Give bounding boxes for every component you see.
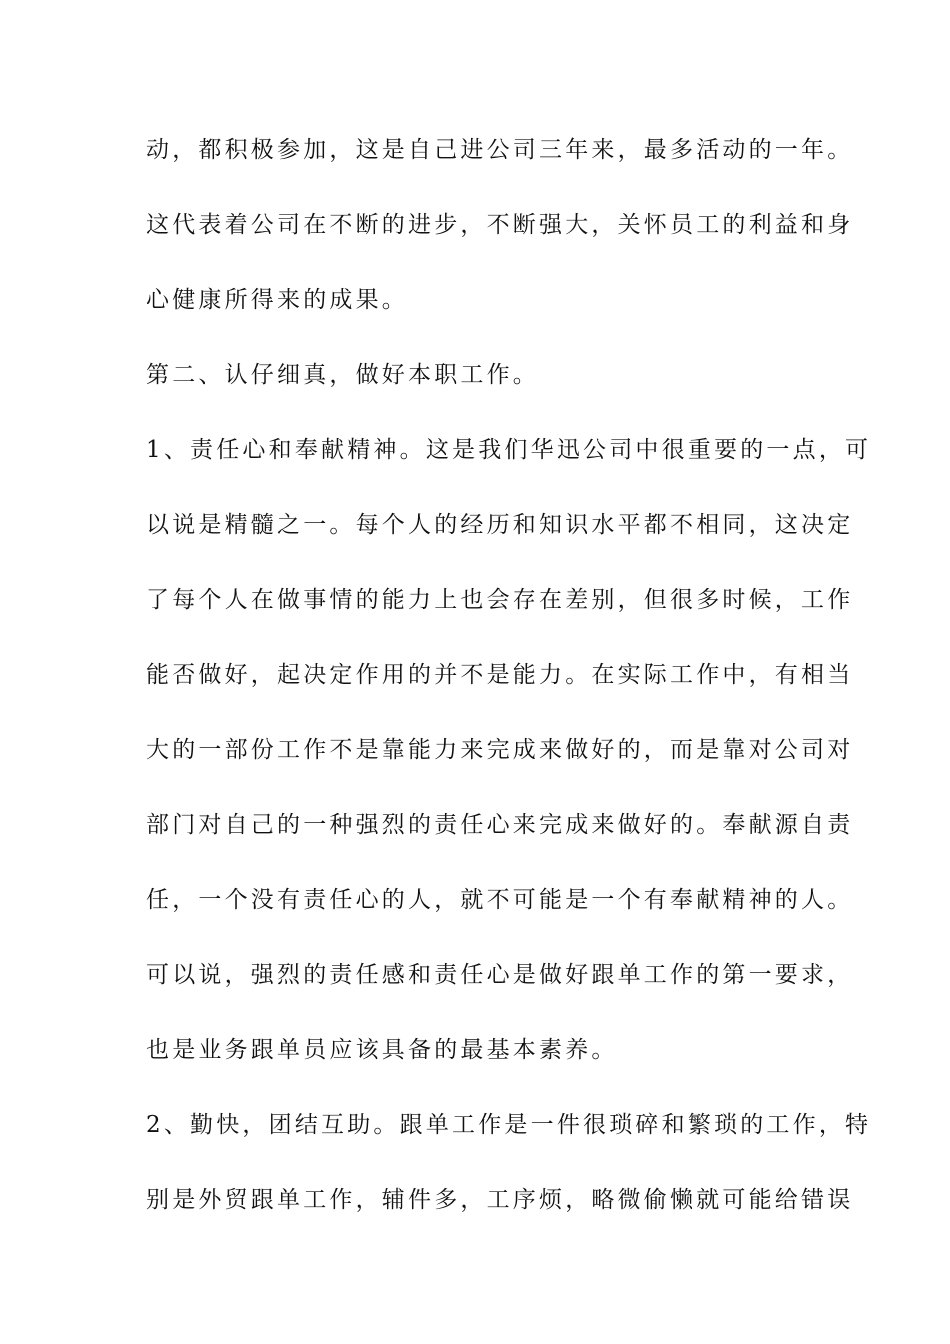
text-line: 动，都积极参加，这是自己进公司三年来，最多活动的一年。 (146, 137, 854, 163)
text-line: 也是业务跟单员应该具备的最基本素养。 (146, 1037, 618, 1063)
text-line: 部门对自己的一种强烈的责任心来完成来做好的。奉献源自责 (146, 812, 854, 838)
text-line: 可以说，强烈的责任感和责任心是做好跟单工作的第一要求， (146, 962, 854, 988)
text-line: 能否做好，起决定作用的并不是能力。在实际工作中，有相当 (146, 662, 854, 688)
text-line: 大的一部份工作不是靠能力来完成来做好的，而是靠对公司对 (146, 737, 854, 763)
text-line: 1、责任心和奉献精神。这是我们华迅公司中很重要的一点，可 (146, 437, 872, 463)
section-heading: 第二、认仔细真，做好本职工作。 (146, 362, 539, 388)
text-line: 2、勤快，团结互助。跟单工作是一件很琐碎和繁琐的工作，特 (146, 1112, 872, 1138)
text-line: 别是外贸跟单工作，辅件多，工序烦，略微偷懒就可能给错误 (146, 1187, 854, 1213)
text-line: 这代表着公司在不断的进步，不断强大，关怀员工的利益和身 (146, 212, 854, 238)
text-line: 任，一个没有责任心的人，就不可能是一个有奉献精神的人。 (146, 887, 854, 913)
text-line: 心健康所得来的成果。 (146, 287, 408, 313)
text-line: 以说是精髓之一。每个人的经历和知识水平都不相同，这决定 (146, 512, 854, 538)
text-line: 了每个人在做事情的能力上也会存在差别，但很多时候，工作 (146, 587, 854, 613)
